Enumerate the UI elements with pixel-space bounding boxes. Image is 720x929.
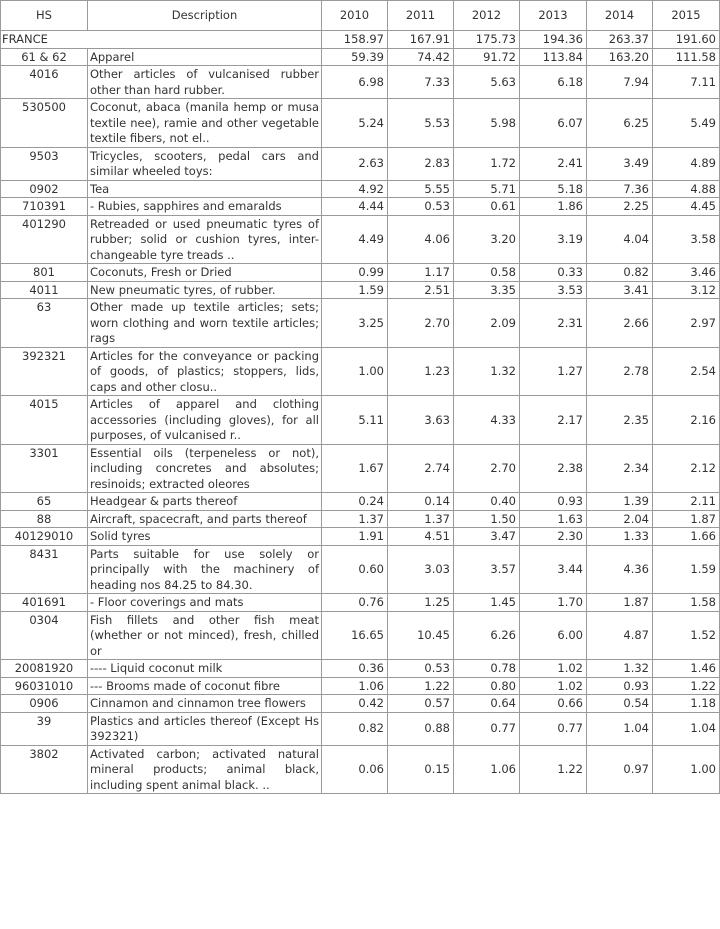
header-year-2015: 2015 xyxy=(653,1,720,31)
value-cell: 6.25 xyxy=(587,99,653,148)
hs-code: 8431 xyxy=(1,545,88,594)
table-row xyxy=(1,396,720,445)
table-row xyxy=(1,510,720,528)
header-year-2010: 2010 xyxy=(322,1,388,31)
product-description: - Rubies, sapphires and emaralds xyxy=(88,198,322,216)
value-cell: 3.58 xyxy=(653,215,720,264)
header-year-2014: 2014 xyxy=(587,1,653,31)
value-cell: 3.47 xyxy=(454,528,520,546)
table-row xyxy=(1,347,720,396)
value-cell: 163.20 xyxy=(587,48,653,66)
value-cell: 1.72 xyxy=(454,147,520,180)
value-cell: 1.17 xyxy=(388,264,454,282)
value-cell: 1.06 xyxy=(322,677,388,695)
hs-code: 9503 xyxy=(1,147,88,180)
value-cell: 4.87 xyxy=(587,611,653,660)
value-cell: 0.76 xyxy=(322,594,388,612)
value-cell: 1.22 xyxy=(388,677,454,695)
value-cell: 2.25 xyxy=(587,198,653,216)
value-cell: 2.09 xyxy=(454,299,520,348)
value-cell: 2.38 xyxy=(520,444,587,493)
hs-code: 65 xyxy=(1,493,88,511)
value-cell: 3.03 xyxy=(388,545,454,594)
value-cell: 0.66 xyxy=(520,695,587,713)
table-row xyxy=(1,99,720,148)
value-cell: 0.78 xyxy=(454,660,520,678)
hs-code: 4015 xyxy=(1,396,88,445)
value-cell: 3.46 xyxy=(653,264,720,282)
value-cell: 3.35 xyxy=(454,281,520,299)
value-cell: 59.39 xyxy=(322,48,388,66)
product-description: Articles of apparel and clothing accessories (including gloves), for all purposes, of vulcanised r.. xyxy=(88,396,322,445)
product-description: ---- Liquid coconut milk xyxy=(88,660,322,678)
hs-code: 0304 xyxy=(1,611,88,660)
value-cell: 2.54 xyxy=(653,347,720,396)
value-cell: 0.33 xyxy=(520,264,587,282)
table-row xyxy=(1,198,720,216)
value-cell: 10.45 xyxy=(388,611,454,660)
header-row xyxy=(1,1,720,31)
value-cell: 0.61 xyxy=(454,198,520,216)
value-cell: 5.11 xyxy=(322,396,388,445)
value-cell: 3.25 xyxy=(322,299,388,348)
value-cell: 1.46 xyxy=(653,660,720,678)
table-row xyxy=(1,444,720,493)
value-cell: 0.15 xyxy=(388,745,454,794)
header-description: Description xyxy=(88,1,322,31)
value-cell: 0.40 xyxy=(454,493,520,511)
table-row xyxy=(1,264,720,282)
value-cell: 2.35 xyxy=(587,396,653,445)
value-cell: 2.66 xyxy=(587,299,653,348)
value-cell: 1.50 xyxy=(454,510,520,528)
value-cell: 6.98 xyxy=(322,66,388,99)
product-description: Activated carbon; activated natural mineral products; animal black, including spent animal black. .. xyxy=(88,745,322,794)
product-description: Parts suitable for use solely or principally with the machinery of heading nos 84.25 to 84.30. xyxy=(88,545,322,594)
value-cell: 2.04 xyxy=(587,510,653,528)
hs-code: 61 & 62 xyxy=(1,48,88,66)
value-cell: 1.39 xyxy=(587,493,653,511)
value-cell: 3.49 xyxy=(587,147,653,180)
hs-code: 0906 xyxy=(1,695,88,713)
country-name: FRANCE xyxy=(1,31,322,49)
value-cell: 2.70 xyxy=(454,444,520,493)
value-cell: 113.84 xyxy=(520,48,587,66)
product-description: New pneumatic tyres, of rubber. xyxy=(88,281,322,299)
value-cell: 0.80 xyxy=(454,677,520,695)
table-row xyxy=(1,545,720,594)
value-cell: 0.97 xyxy=(587,745,653,794)
value-cell: 1.02 xyxy=(520,660,587,678)
table-row xyxy=(1,493,720,511)
value-cell: 1.58 xyxy=(653,594,720,612)
table-row xyxy=(1,528,720,546)
value-cell: 4.88 xyxy=(653,180,720,198)
header-year-2012: 2012 xyxy=(454,1,520,31)
product-description: Other articles of vulcanised rubber other than hard rubber. xyxy=(88,66,322,99)
value-cell: 0.93 xyxy=(520,493,587,511)
value-cell: 2.51 xyxy=(388,281,454,299)
product-description: Articles for the conveyance or packing of goods, of plastics; stoppers, lids, caps and other closu.. xyxy=(88,347,322,396)
value-cell: 1.25 xyxy=(388,594,454,612)
value-cell: 5.63 xyxy=(454,66,520,99)
value-cell: 111.58 xyxy=(653,48,720,66)
value-cell: 1.70 xyxy=(520,594,587,612)
value-cell: 4.36 xyxy=(587,545,653,594)
value-cell: 1.66 xyxy=(653,528,720,546)
value-cell: 1.06 xyxy=(454,745,520,794)
value-cell: 0.58 xyxy=(454,264,520,282)
value-cell: 2.12 xyxy=(653,444,720,493)
product-description: Plastics and articles thereof (Except Hs 392321) xyxy=(88,712,322,745)
hs-code: 63 xyxy=(1,299,88,348)
value-cell: 1.87 xyxy=(587,594,653,612)
hs-code: 40129010 xyxy=(1,528,88,546)
value-cell: 3.53 xyxy=(520,281,587,299)
table-row xyxy=(1,660,720,678)
value-cell: 7.36 xyxy=(587,180,653,198)
value-cell: 0.53 xyxy=(388,660,454,678)
hs-code: 530500 xyxy=(1,99,88,148)
value-cell: 0.99 xyxy=(322,264,388,282)
hs-code: 20081920 xyxy=(1,660,88,678)
value-cell: 3.12 xyxy=(653,281,720,299)
value-cell: 0.24 xyxy=(322,493,388,511)
total-value: 158.97 xyxy=(322,31,388,49)
value-cell: 1.86 xyxy=(520,198,587,216)
value-cell: 3.19 xyxy=(520,215,587,264)
value-cell: 7.11 xyxy=(653,66,720,99)
table-row xyxy=(1,712,720,745)
value-cell: 0.36 xyxy=(322,660,388,678)
value-cell: 1.04 xyxy=(653,712,720,745)
value-cell: 4.49 xyxy=(322,215,388,264)
value-cell: 4.51 xyxy=(388,528,454,546)
value-cell: 2.11 xyxy=(653,493,720,511)
product-description: - Floor coverings and mats xyxy=(88,594,322,612)
product-description: Solid tyres xyxy=(88,528,322,546)
value-cell: 7.94 xyxy=(587,66,653,99)
hs-code: 39 xyxy=(1,712,88,745)
value-cell: 5.53 xyxy=(388,99,454,148)
value-cell: 4.44 xyxy=(322,198,388,216)
total-value: 175.73 xyxy=(454,31,520,49)
value-cell: 4.06 xyxy=(388,215,454,264)
value-cell: 1.45 xyxy=(454,594,520,612)
total-value: 263.37 xyxy=(587,31,653,49)
hs-code: 0902 xyxy=(1,180,88,198)
value-cell: 6.00 xyxy=(520,611,587,660)
value-cell: 1.37 xyxy=(322,510,388,528)
value-cell: 1.59 xyxy=(322,281,388,299)
value-cell: 2.31 xyxy=(520,299,587,348)
table-row xyxy=(1,215,720,264)
value-cell: 0.82 xyxy=(322,712,388,745)
value-cell: 1.33 xyxy=(587,528,653,546)
value-cell: 2.34 xyxy=(587,444,653,493)
value-cell: 0.93 xyxy=(587,677,653,695)
table-row xyxy=(1,281,720,299)
value-cell: 1.02 xyxy=(520,677,587,695)
table-row xyxy=(1,745,720,794)
value-cell: 5.24 xyxy=(322,99,388,148)
hs-code: 4016 xyxy=(1,66,88,99)
value-cell: 1.87 xyxy=(653,510,720,528)
value-cell: 4.04 xyxy=(587,215,653,264)
product-description: Coconut, abaca (manila hemp or musa textile nee), ramie and other vegetable textile fibers, not el.. xyxy=(88,99,322,148)
value-cell: 1.37 xyxy=(388,510,454,528)
value-cell: 2.74 xyxy=(388,444,454,493)
table-row xyxy=(1,677,720,695)
total-value: 191.60 xyxy=(653,31,720,49)
hs-code: 401290 xyxy=(1,215,88,264)
product-description: Tricycles, scooters, pedal cars and similar wheeled toys: xyxy=(88,147,322,180)
value-cell: 0.88 xyxy=(388,712,454,745)
value-cell: 1.27 xyxy=(520,347,587,396)
value-cell: 1.23 xyxy=(388,347,454,396)
value-cell: 0.53 xyxy=(388,198,454,216)
value-cell: 1.67 xyxy=(322,444,388,493)
value-cell: 0.82 xyxy=(587,264,653,282)
value-cell: 1.00 xyxy=(653,745,720,794)
product-description: Aircraft, spacecraft, and parts thereof xyxy=(88,510,322,528)
header-year-2011: 2011 xyxy=(388,1,454,31)
value-cell: 0.77 xyxy=(454,712,520,745)
value-cell: 5.71 xyxy=(454,180,520,198)
value-cell: 3.57 xyxy=(454,545,520,594)
value-cell: 6.26 xyxy=(454,611,520,660)
value-cell: 0.14 xyxy=(388,493,454,511)
product-description: Fish fillets and other fish meat (whether or not minced), fresh, chilled or xyxy=(88,611,322,660)
total-value: 167.91 xyxy=(388,31,454,49)
value-cell: 0.60 xyxy=(322,545,388,594)
product-description: Apparel xyxy=(88,48,322,66)
value-cell: 2.17 xyxy=(520,396,587,445)
value-cell: 0.06 xyxy=(322,745,388,794)
value-cell: 5.18 xyxy=(520,180,587,198)
value-cell: 5.98 xyxy=(454,99,520,148)
table-row xyxy=(1,594,720,612)
value-cell: 7.33 xyxy=(388,66,454,99)
value-cell: 1.04 xyxy=(587,712,653,745)
value-cell: 1.63 xyxy=(520,510,587,528)
product-description: Coconuts, Fresh or Dried xyxy=(88,264,322,282)
value-cell: 1.91 xyxy=(322,528,388,546)
product-description: Essential oils (terpeneless or not), including concretes and absolutes; resinoids; extracted oleores xyxy=(88,444,322,493)
value-cell: 16.65 xyxy=(322,611,388,660)
value-cell: 0.54 xyxy=(587,695,653,713)
hs-code: 88 xyxy=(1,510,88,528)
value-cell: 1.52 xyxy=(653,611,720,660)
value-cell: 0.42 xyxy=(322,695,388,713)
table-body xyxy=(1,31,720,794)
value-cell: 1.22 xyxy=(653,677,720,695)
value-cell: 2.78 xyxy=(587,347,653,396)
value-cell: 0.64 xyxy=(454,695,520,713)
header-year-2013: 2013 xyxy=(520,1,587,31)
header-hs: HS xyxy=(1,1,88,31)
hs-code: 801 xyxy=(1,264,88,282)
value-cell: 2.16 xyxy=(653,396,720,445)
value-cell: 6.18 xyxy=(520,66,587,99)
value-cell: 0.57 xyxy=(388,695,454,713)
value-cell: 5.49 xyxy=(653,99,720,148)
value-cell: 4.45 xyxy=(653,198,720,216)
value-cell: 3.20 xyxy=(454,215,520,264)
product-description: --- Brooms made of coconut fibre xyxy=(88,677,322,695)
product-description: Other made up textile articles; sets; worn clothing and worn textile articles; rags xyxy=(88,299,322,348)
value-cell: 2.83 xyxy=(388,147,454,180)
value-cell: 1.22 xyxy=(520,745,587,794)
hs-code: 96031010 xyxy=(1,677,88,695)
hs-code: 3802 xyxy=(1,745,88,794)
hs-code: 4011 xyxy=(1,281,88,299)
hs-code: 401691 xyxy=(1,594,88,612)
value-cell: 2.63 xyxy=(322,147,388,180)
product-description: Headgear & parts thereof xyxy=(88,493,322,511)
table-row xyxy=(1,695,720,713)
hs-code: 3301 xyxy=(1,444,88,493)
table-row xyxy=(1,180,720,198)
table-row xyxy=(1,48,720,66)
table-row xyxy=(1,66,720,99)
value-cell: 2.70 xyxy=(388,299,454,348)
value-cell: 2.97 xyxy=(653,299,720,348)
value-cell: 3.63 xyxy=(388,396,454,445)
value-cell: 1.18 xyxy=(653,695,720,713)
value-cell: 1.59 xyxy=(653,545,720,594)
product-description: Cinnamon and cinnamon tree flowers xyxy=(88,695,322,713)
value-cell: 3.44 xyxy=(520,545,587,594)
value-cell: 5.55 xyxy=(388,180,454,198)
value-cell: 3.41 xyxy=(587,281,653,299)
table-row xyxy=(1,611,720,660)
value-cell: 4.33 xyxy=(454,396,520,445)
value-cell: 0.77 xyxy=(520,712,587,745)
product-description: Tea xyxy=(88,180,322,198)
value-cell: 4.89 xyxy=(653,147,720,180)
value-cell: 1.00 xyxy=(322,347,388,396)
value-cell: 2.41 xyxy=(520,147,587,180)
value-cell: 6.07 xyxy=(520,99,587,148)
table-row xyxy=(1,147,720,180)
total-row xyxy=(1,31,720,49)
value-cell: 4.92 xyxy=(322,180,388,198)
total-value: 194.36 xyxy=(520,31,587,49)
value-cell: 74.42 xyxy=(388,48,454,66)
table-row xyxy=(1,299,720,348)
value-cell: 1.32 xyxy=(454,347,520,396)
value-cell: 1.32 xyxy=(587,660,653,678)
hs-code: 710391 xyxy=(1,198,88,216)
value-cell: 91.72 xyxy=(454,48,520,66)
hs-code: 392321 xyxy=(1,347,88,396)
value-cell: 2.30 xyxy=(520,528,587,546)
product-description: Retreaded or used pneumatic tyres of rubber; solid or cushion tyres, inter-changeable tyre treads .. xyxy=(88,215,322,264)
